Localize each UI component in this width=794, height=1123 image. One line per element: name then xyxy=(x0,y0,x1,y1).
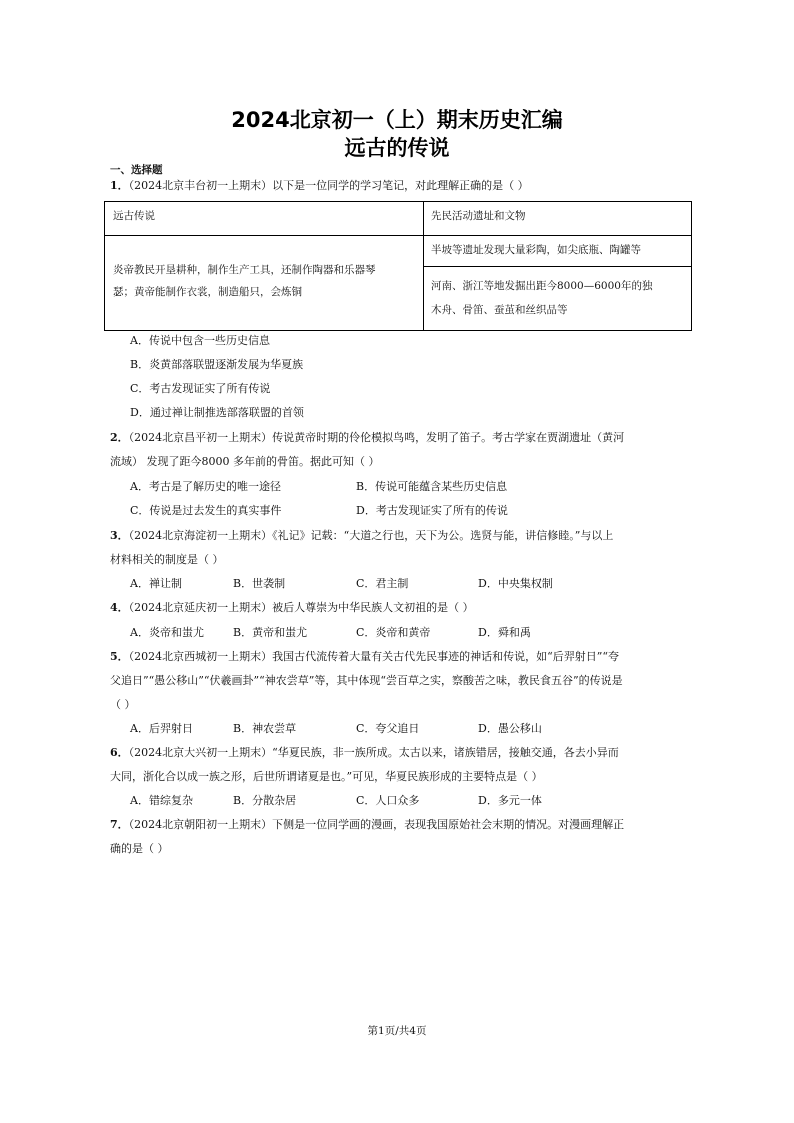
answer-option[interactable]: D．愚公移山 xyxy=(478,722,542,735)
answer-option[interactable]: A．考古是了解历史的唯一途径 xyxy=(130,480,281,493)
question-5 xyxy=(110,649,688,664)
question-7 xyxy=(110,817,688,832)
answer-option[interactable]: A．禅让制 xyxy=(130,577,182,590)
question-stem: （2024北京海淀初一上期末）《礼记》记载：“大道之行也，天下为公。选贤与能，讲信修睦。”与以上 xyxy=(128,529,614,542)
study-notes-table xyxy=(104,201,692,331)
table-cell: 瑟；黄帝能制作衣裳，制造船只，会炼铜 xyxy=(113,286,302,298)
answer-option[interactable]: D．中央集权制 xyxy=(478,577,553,590)
question-4 xyxy=(110,600,688,615)
table-divider xyxy=(105,235,691,236)
question-stem-continued: （ ） xyxy=(110,698,136,711)
question-number: 1． xyxy=(110,179,129,192)
page-title: 2024北京初一（上）期末历史汇编 xyxy=(231,108,563,132)
question-stem-continued: 大同，浙化合以成一族之形，后世所谓诸夏是也。”可见，华夏民族形成的主要特点是（ ） xyxy=(110,770,543,783)
table-cell: 半坡等遗址发现大量彩陶，如尖底瓶、陶罐等 xyxy=(431,244,641,256)
page-footer: 第1页/共4页 xyxy=(367,1025,427,1037)
answer-option[interactable]: A．后羿射日 xyxy=(130,722,193,735)
question-number: 6． xyxy=(110,746,129,759)
answer-option[interactable]: C．炎帝和黄帝 xyxy=(356,626,431,639)
question-stem: （2024北京大兴初一上期末）“华夏民族，非一族所成。太古以来，诸族错居，接触交通，各去小异而 xyxy=(128,746,619,759)
answer-option[interactable]: C．夸父追日 xyxy=(356,722,420,735)
answer-option[interactable]: A．传说中包含一些历史信息 xyxy=(130,334,270,347)
question-3 xyxy=(110,528,688,543)
question-2 xyxy=(110,430,688,445)
answer-option[interactable]: B．传说可能蕴含某些历史信息 xyxy=(356,480,508,493)
question-stem-continued: 父追日”“愚公移山”“伏羲画卦”“神农尝草”等，其中体现“尝百草之实，察酸苦之味，教民食五谷”的传说是 xyxy=(110,674,623,687)
question-stem-continued: 流域） 发现了距今8000 多年前的骨笛。据此可知（ ） xyxy=(110,455,380,468)
section-heading: 一、选择题 xyxy=(110,164,163,176)
question-1 xyxy=(110,178,688,193)
answer-option[interactable]: A．炎帝和蚩尤 xyxy=(130,626,204,639)
answer-option[interactable]: C．人口众多 xyxy=(356,794,420,807)
table-cell: 河南、浙江等地发掘出距今8000—6000年的独 xyxy=(431,280,653,292)
question-stem: （2024北京丰台初一上期末）以下是一位同学的学习笔记，对此理解正确的是（ ） xyxy=(128,179,529,192)
question-stem: （2024北京昌平初一上期末）传说黄帝时期的伶伦模拟鸟鸣，发明了笛子。考古学家在贾湖遗址（黄河 xyxy=(128,431,625,444)
question-number: 4． xyxy=(110,601,129,614)
table-header-cell: 先民活动遗址和文物 xyxy=(431,210,526,222)
question-number: 5． xyxy=(110,650,129,663)
question-stem-continued: 材料相关的制度是（ ） xyxy=(110,553,224,566)
answer-option[interactable]: D．通过禅让制推选部落联盟的首领 xyxy=(130,406,304,419)
answer-option[interactable]: B．炎黄部落联盟逐渐发展为华夏族 xyxy=(130,358,304,371)
answer-option[interactable]: C．考古发现证实了所有传说 xyxy=(130,382,271,395)
question-stem: （2024北京朝阳初一上期末）下侧是一位同学画的漫画，表现我国原始社会末期的情况。对漫画理解正 xyxy=(128,818,625,831)
table-header-cell: 远古传说 xyxy=(113,210,155,222)
question-stem: （2024北京延庆初一上期末）被后人尊崇为中华民族人文初祖的是（ ） xyxy=(128,601,474,614)
question-stem: （2024北京西城初一上期末）我国古代流传着大量有关古代先民事迹的神话和传说，如“后羿射日”“夸 xyxy=(128,650,620,663)
question-6 xyxy=(110,745,688,760)
answer-option[interactable]: B．分散杂居 xyxy=(233,794,297,807)
answer-option[interactable]: A．错综复杂 xyxy=(130,794,193,807)
answer-option[interactable]: B．神农尝草 xyxy=(233,722,297,735)
question-number: 3． xyxy=(110,529,129,542)
question-number: 2． xyxy=(110,431,129,444)
answer-option[interactable]: C．传说是过去发生的真实事件 xyxy=(130,504,282,517)
answer-option[interactable]: B．世袭制 xyxy=(233,577,286,590)
answer-option[interactable]: D．舜和禹 xyxy=(478,626,531,639)
answer-option[interactable]: B．黄帝和蚩尤 xyxy=(233,626,308,639)
table-divider xyxy=(423,266,691,267)
answer-option[interactable]: D．多元一体 xyxy=(478,794,542,807)
page-subtitle: 远古的传说 xyxy=(344,136,450,160)
question-number: 7． xyxy=(110,818,129,831)
table-cell: 木舟、骨笛、蚕茧和丝织品等 xyxy=(431,304,568,316)
answer-option[interactable]: D．考古发现证实了所有的传说 xyxy=(356,504,508,517)
table-cell: 炎帝教民开垦耕种，制作生产工具，还制作陶器和乐器琴 xyxy=(113,264,376,276)
answer-option[interactable]: C．君主制 xyxy=(356,577,409,590)
question-stem-continued: 确的是（ ） xyxy=(110,842,169,855)
